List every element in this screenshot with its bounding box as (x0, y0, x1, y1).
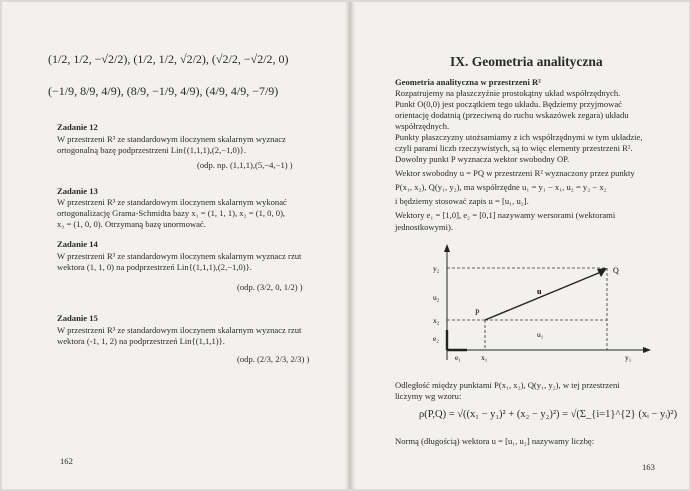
label-x1: x₁ (481, 353, 488, 362)
para2-line: i będziemy stosować zapis u = [u₁, u₂]. (395, 196, 529, 206)
vectors-row-1: (1/2, 1/2, −√2/2), (1/2, 1/2, √2/2), (√2/2, −√2/2, 0) (48, 52, 289, 66)
para1-line: Rozpatrujemy na płaszczyźnie prostokątny układ współrzędnych. (395, 88, 621, 98)
z15-line2: wektora (-1, 1, 2) na podprzestrzeń Lin{(1,1,1)}. (57, 336, 225, 346)
label-e2: e₂ (433, 334, 439, 343)
book-gutter (345, 2, 355, 489)
para3-line: liczymy wg wzoru: (395, 391, 462, 401)
right-page-number: 163 (642, 462, 655, 472)
distance-formula: ρ(P,Q) = √((x₁ − y₁)² + (x₂ − y₂)²) = √(Σ_{i=1}^{2} (xᵢ − yᵢ)²) (419, 409, 678, 420)
para3-line: Odległość między punktami P(x₁, x₂), Q(y₁, y₂), w tej przestrzeni (395, 380, 620, 390)
z13-line2: ortogonalizację Grama-Schmidta bazy x₁ = (1, 1, 1), x₂ = (1, 0, 0), (57, 208, 286, 218)
z13-line3: x₃ = (1, 0, 0). Otrzymaną bazę unormować. (57, 219, 206, 229)
label-e1: e₁ (455, 353, 461, 362)
label-u2: u₂ (433, 293, 440, 302)
z13-line1: W przestrzeni R³ ze standardowym iloczynem skalarnym wykonać (57, 197, 287, 207)
chapter-title: IX. Geometria analityczna (450, 54, 603, 69)
label-u: u (537, 287, 542, 296)
x-axis-arrow-icon (643, 347, 651, 353)
label-y2: y₂ (433, 264, 440, 273)
z12-line2: ortogonalną bazę podprzestrzeni Lin{(1,1,1),(2,−1,0)}. (57, 145, 246, 155)
vectors-row-2: (−1/9, 8/9, 4/9), (8/9, −1/9, 4/9), (4/9, 4/9, −7/9) (48, 84, 279, 98)
label-x2: x₂ (433, 316, 440, 325)
label-y1: y₁ (625, 353, 632, 362)
label-Q: Q (613, 266, 619, 275)
left-page (2, 2, 345, 489)
z12-title: Zadanie 12 (57, 122, 98, 132)
para1-line: czyli parami liczb rzeczywistych, są to więc elementy przestrzeni R². (395, 143, 633, 153)
section-title: Geometria analityczna w przestrzeni R² (395, 77, 541, 87)
para1-line: Punkty płaszczyzny utożsamiamy z ich współrzędnymi w tym układzie, (395, 132, 643, 142)
para1-line: Punkt O(0,0) jest początkiem tego układu. Będziemy przyjmować (395, 99, 622, 109)
z12-line1: W przestrzeni R³ ze standardowym iloczynem skalarnym wyznacz (57, 134, 286, 144)
z14-answer: (odp. (3/2, 0, 1/2) ) (237, 282, 303, 292)
y-axis-arrow-icon (444, 244, 450, 252)
z12-answer: (odp. np. (1,1,1),(5,−4,−1) ) (197, 160, 293, 170)
z14-line1: W przestrzeni R³ ze standardowym iloczynem skalarnym wyznacz rzut (57, 251, 302, 261)
label-u1: u₁ (537, 330, 544, 339)
label-P: P (475, 308, 480, 317)
z13-title: Zadanie 13 (57, 186, 98, 196)
para2-line: P(x₁, x₂), Q(y₁, y₂), ma współrzędne u₁ = y₁ − x₁, u₂ = y₂ − x₂ (395, 182, 607, 192)
para2-line: Wektor swobodny u = PQ w przestrzeni R² wyznaczony przez punkty (395, 168, 635, 178)
para2-line: Wektory e₁ = [1,0], e₂ = [0,1] nazywamy wersorami (wektorami (395, 210, 616, 220)
z14-line2: wektora (1, 1, 0) na podprzestrzeń Lin{(1,1,1),(2,−1,0)}. (57, 262, 252, 272)
z15-answer: (odp. (2/3, 2/3, 2/3) ) (237, 354, 310, 364)
z15-line1: W przestrzeni R³ ze standardowym iloczynem skalarnym wyznacz rzut (57, 325, 302, 335)
norm-definition: Normą (długością) wektora u = [u₁, u₂] nazywamy liczbę: (395, 436, 595, 446)
z14-title: Zadanie 14 (57, 239, 98, 249)
para1-line: Dowolny punkt P wyznacza wektor swobodny OP. (395, 154, 570, 164)
para1-line: współrzędnych. (395, 121, 450, 131)
para2-line: jednostkowymi). (395, 222, 454, 232)
right-page (355, 2, 689, 489)
left-page-number: 162 (60, 456, 73, 466)
para1-line: orientację dodatnią (przeciwną do ruchu wskazówek zegara) układu (395, 110, 629, 120)
book-spread (2, 2, 689, 489)
z15-title: Zadanie 15 (57, 313, 98, 323)
vector-u (485, 272, 601, 320)
vector-figure (415, 242, 655, 367)
